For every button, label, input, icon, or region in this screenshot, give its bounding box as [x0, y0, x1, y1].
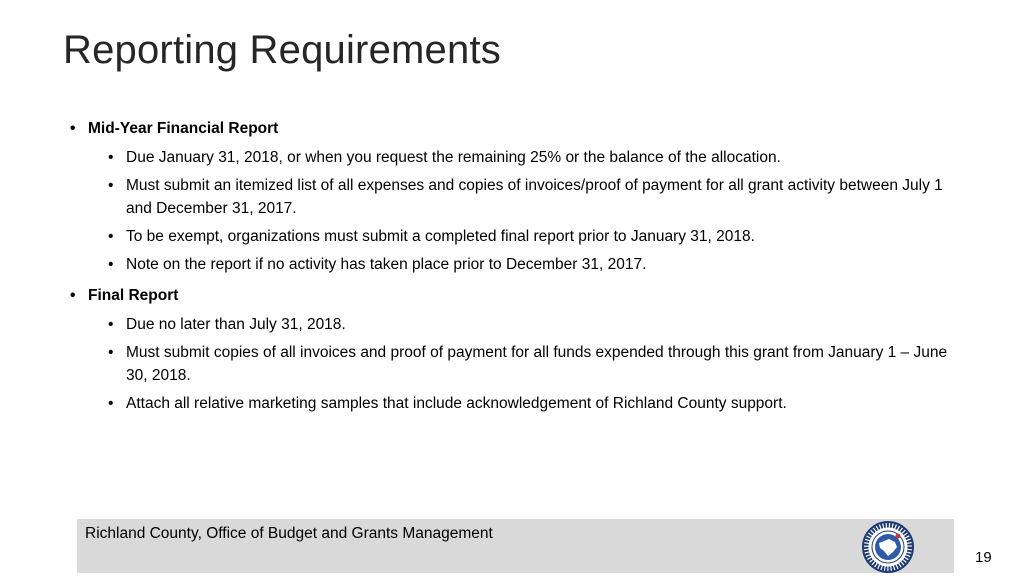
list-item	[108, 225, 960, 248]
bullet-icon: •	[108, 177, 114, 194]
sub-bullet-list	[108, 146, 960, 276]
list-item-text: Must submit copies of all invoices and proof of payment for all funds expended through this grant from January 1 – June 30, 2018.	[126, 344, 948, 384]
bullet-icon: •	[70, 120, 76, 137]
bullet-icon: •	[70, 287, 76, 304]
list-item-text: Attach all relative marketing samples that include acknowledgement of Richland County support.	[126, 395, 787, 412]
slide-content	[70, 118, 960, 424]
county-seal-icon	[862, 521, 914, 573]
list-item-text: Due no later than July 31, 2018.	[126, 316, 346, 333]
page-number: 19	[975, 549, 992, 566]
list-item	[108, 253, 960, 276]
bullet-icon: •	[108, 316, 114, 333]
list-item	[108, 392, 960, 415]
list-item-text: Due January 31, 2018, or when you request the remaining 25% or the balance of the allocation.	[126, 149, 781, 166]
list-item	[108, 313, 960, 336]
heading-text: Final Report	[88, 287, 179, 304]
list-item	[108, 146, 960, 169]
list-item	[108, 174, 960, 220]
bullet-icon: •	[108, 149, 114, 166]
list-item-text: Must submit an itemized list of all expenses and copies of invoices/proof of payment for all grant activity between July 1 and December 31, 2017.	[126, 177, 943, 217]
bullet-icon: •	[108, 395, 114, 412]
bullet-icon: •	[108, 256, 114, 273]
list-item-text: To be exempt, organizations must submit a completed final report prior to January 31, 2018.	[126, 228, 755, 245]
section-heading	[70, 285, 960, 307]
bullet-icon: •	[108, 228, 114, 245]
list-item	[108, 341, 960, 387]
section-mid-year	[70, 118, 960, 276]
section-final-report	[70, 285, 960, 415]
section-heading	[70, 118, 960, 140]
footer-organization: Richland County, Office of Budget and Grants Management	[85, 525, 493, 542]
footer-bar	[77, 519, 954, 573]
list-item-text: Note on the report if no activity has taken place prior to December 31, 2017.	[126, 256, 647, 273]
heading-text: Mid-Year Financial Report	[88, 120, 279, 137]
slide-title: Reporting Requirements	[63, 28, 501, 72]
bullet-icon: •	[108, 344, 114, 361]
sub-bullet-list	[108, 313, 960, 415]
